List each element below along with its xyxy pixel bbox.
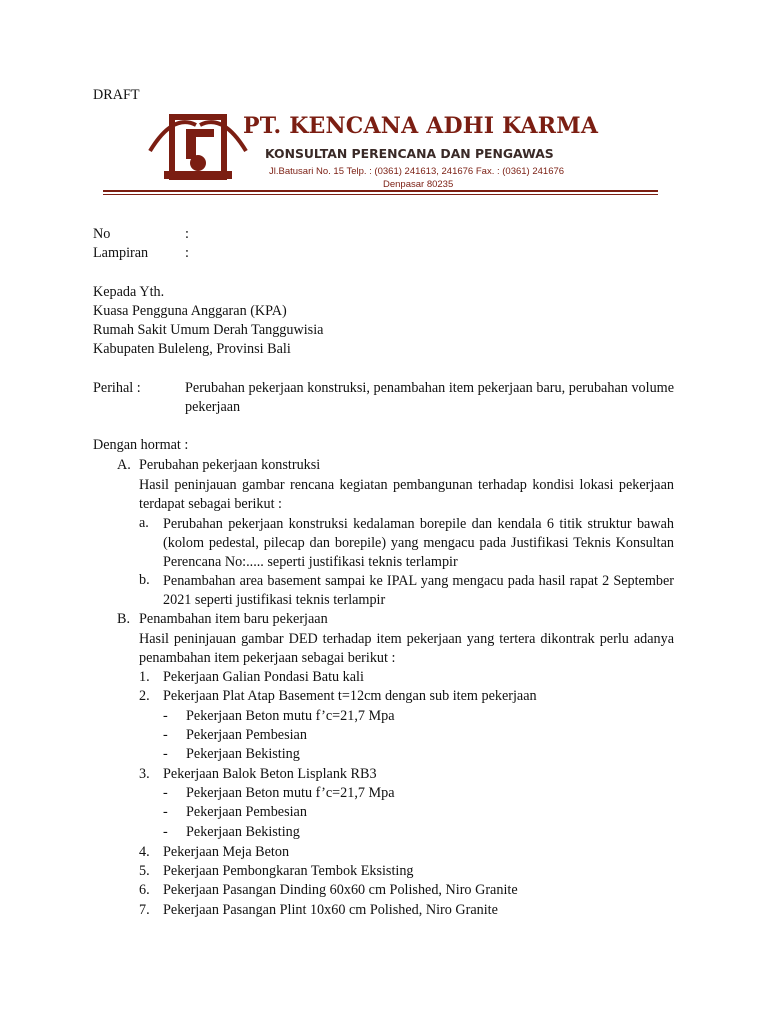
- sub-item-marker: -: [163, 824, 168, 840]
- section-a-marker: A.: [117, 457, 131, 473]
- section-a-intro: Hasil peninjauan gambar rencana kegiatan pembangunan terhadap kondisi lokasi pekerjaan terdapat sebagai berikut :: [139, 477, 674, 512]
- section-b-item: Pekerjaan Plat Atap Basement t=12cm dengan sub item pekerjaan: [163, 688, 537, 704]
- company-subtitle: KONSULTAN PERENCANA DAN PENGAWAS: [265, 146, 554, 161]
- recipient-line-1: Kuasa Pengguna Anggaran (KPA): [93, 303, 287, 319]
- section-a-item-marker: a.: [139, 515, 149, 531]
- salutation: Dengan hormat :: [93, 437, 189, 453]
- company-name: PT. KENCANA ADHI KARMA: [243, 113, 599, 139]
- sub-item-marker: -: [163, 708, 168, 724]
- section-b-item-marker: 7.: [139, 902, 150, 918]
- section-b-item-marker: 4.: [139, 844, 150, 860]
- section-b-intro: Hasil peninjauan gambar DED terhadap item pekerjaan yang tertera dikontrak perlu adanya penambahan item pekerjaan sebagai berikut :: [139, 631, 674, 666]
- sub-item: Pekerjaan Beton mutu f’c=21,7 Mpa: [186, 785, 395, 801]
- sub-item: Pekerjaan Pembesian: [186, 727, 307, 743]
- section-b-item: Pekerjaan Meja Beton: [163, 844, 290, 860]
- lampiran-label: Lampiran: [93, 245, 149, 261]
- company-city: Denpasar 80235: [383, 179, 454, 190]
- section-a-item-marker: b.: [139, 572, 150, 588]
- section-b-item: Pekerjaan Balok Beton Lisplank RB3: [163, 766, 377, 782]
- section-b-item-marker: 5.: [139, 863, 150, 879]
- no-colon: :: [185, 226, 189, 242]
- sub-item: Pekerjaan Pembesian: [186, 804, 307, 820]
- sub-item: Pekerjaan Bekisting: [186, 746, 300, 762]
- no-label: No: [93, 226, 111, 242]
- letterhead-divider-thin: [103, 194, 658, 195]
- subject-label: Perihal :: [93, 380, 141, 396]
- sub-item-marker: -: [163, 746, 168, 762]
- section-b-item: Pekerjaan Pembongkaran Tembok Eksisting: [163, 863, 414, 879]
- section-b-item-marker: 1.: [139, 669, 150, 685]
- company-address: Jl.Batusari No. 15 Telp. : (0361) 241613, 241676 Fax. : (0361) 241676: [269, 166, 565, 177]
- section-b-item: Pekerjaan Pasangan Dinding 60x60 cm Polished, Niro Granite: [163, 882, 518, 898]
- section-b-item-marker: 3.: [139, 766, 150, 782]
- subject-text: Perubahan pekerjaan konstruksi, penambahan item pekerjaan baru, perubahan volume pekerjaan: [185, 380, 674, 415]
- sub-item-marker: -: [163, 785, 168, 801]
- section-b-item: Pekerjaan Galian Pondasi Batu kali: [163, 669, 364, 685]
- sub-item-marker: -: [163, 804, 168, 820]
- section-b-item: Pekerjaan Pasangan Plint 10x60 cm Polished, Niro Granite: [163, 902, 498, 918]
- draft-label: DRAFT: [93, 87, 140, 103]
- section-a-item: Penambahan area basement sampai ke IPAL yang mengacu pada hasil rapat 2 September 2021 seperti justifikasi teknis terlampir: [163, 573, 674, 608]
- section-b-title: Penambahan item baru pekerjaan: [139, 611, 328, 627]
- section-a-item: Perubahan pekerjaan konstruksi kedalaman borepile dan kendala 6 titik struktur bawah (kolom pedestal, pilecap dan borepile) yang mengacu pada Justifikasi Teknis Konsultan Perencana No:..... seperti justifikasi teknis terlampir: [163, 516, 674, 570]
- section-a-title: Perubahan pekerjaan konstruksi: [139, 457, 321, 473]
- sub-item-marker: -: [163, 727, 168, 743]
- recipient-greeting: Kepada Yth.: [93, 284, 165, 300]
- letterhead-divider: [103, 190, 658, 192]
- recipient-line-3: Kabupaten Buleleng, Provinsi Bali: [93, 341, 291, 357]
- letterhead: [93, 107, 673, 202]
- sub-item: Pekerjaan Bekisting: [186, 824, 300, 840]
- section-b-item-marker: 2.: [139, 688, 150, 704]
- lampiran-colon: :: [185, 245, 189, 261]
- sub-item: Pekerjaan Beton mutu f’c=21,7 Mpa: [186, 708, 395, 724]
- recipient-line-2: Rumah Sakit Umum Derah Tangguwisia: [93, 322, 324, 338]
- company-logo-icon: [148, 111, 248, 181]
- section-b-item-marker: 6.: [139, 882, 150, 898]
- section-b-marker: B.: [117, 611, 131, 627]
